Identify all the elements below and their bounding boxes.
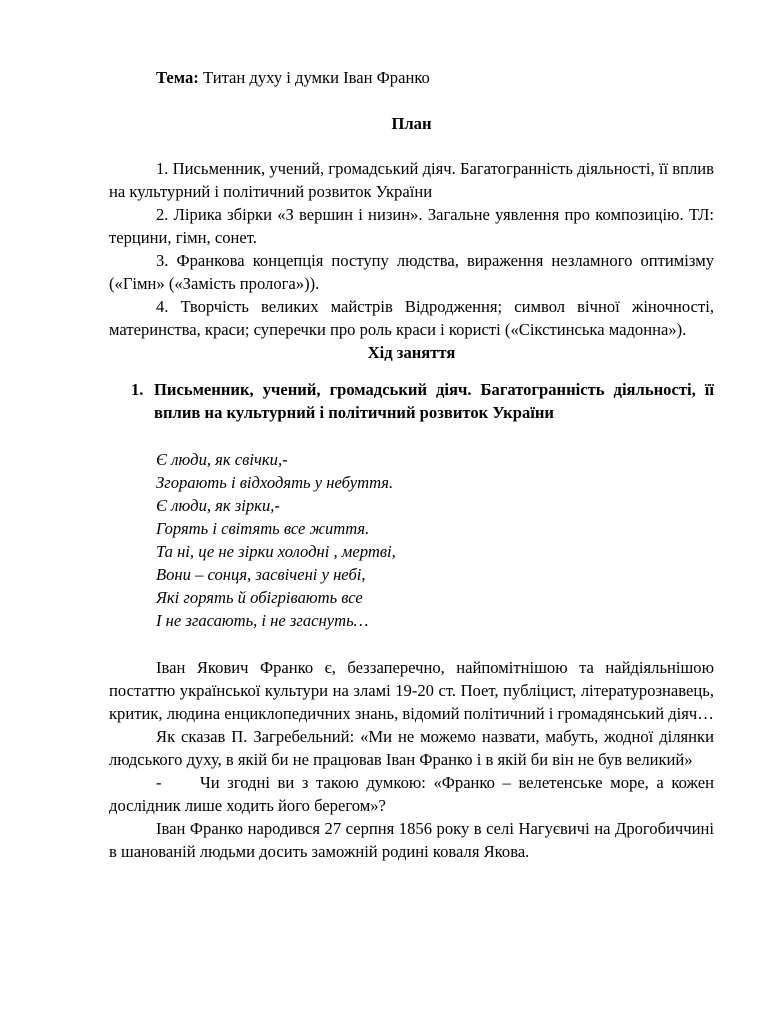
- topic-label: Тема:: [156, 68, 199, 87]
- section-title: Письменник, учений, громадський діяч. Багатогранність діяльності, її вплив на культурний і політичний розвиток України: [154, 380, 714, 422]
- poem-line: І не згасають, і не згаснуть…: [156, 611, 369, 630]
- dash-bullet: -: [156, 773, 162, 792]
- plan-item-3: 3. Франкова концепція поступу людства, вираження незламного оптимізму («Гімн» («Замість пролога»)).: [109, 251, 714, 293]
- poem-line: Вони – сонця, засвічені у небі,: [156, 565, 366, 584]
- poem-line: Та ні, це не зірки холодні , мертві,: [156, 542, 396, 561]
- plan-heading: План: [391, 114, 432, 133]
- plan-item-1: 1. Письменник, учений, громадський діяч. Багатогранність діяльності, її вплив на культурний і політичний розвиток України: [109, 159, 714, 201]
- plan-item-2: 2. Лірика збірки «З вершин і низин». Загальне уявлення про композицію. ТЛ: терцини, гімн, сонет.: [109, 205, 714, 247]
- plan-item-4: 4. Творчість великих майстрів Відродження; символ вічної жіночності, материнства, краси; суперечки про роль краси і користі («Сікстинська мадонна»).: [109, 297, 714, 339]
- lesson-heading: Хід заняття: [367, 343, 456, 362]
- section-heading-1: [109, 378, 714, 424]
- body-paragraph-2: Як сказав П. Загребельний: «Ми не можемо назвати, мабуть, жодної ділянки людського духу, в якій би не працював Іван Франко і в якій би він не був великий»: [109, 727, 714, 769]
- body-paragraph-1: Іван Якович Франко є, беззаперечно, найпомітнішою та найдіяльнішою постаттю української культури на зламі 19-20 ст. Поет, публіцист, літературознавець, критик, людина енциклопедичних знань, відомий політичний і громадянський діяч…: [109, 658, 714, 723]
- section-number: 1.: [131, 380, 144, 399]
- poem-line: Горять і світять все життя.: [156, 519, 370, 538]
- poem-line: Є люди, як свічки,-: [156, 450, 288, 469]
- body-paragraph-3: Іван Франко народився 27 серпня 1856 року в селі Нагуєвичі на Дрогобиччині в шанованій людьми досить заможній родині коваля Якова.: [109, 819, 714, 861]
- topic-line: [109, 66, 714, 89]
- poem-line: Згорають і відходять у небуття.: [156, 473, 394, 492]
- question-text: Чи згодні ви з такою думкою: «Франко – велетенське море, а кожен дослідник лише ходить його берегом»?: [109, 773, 714, 815]
- epigraph-poem: [109, 448, 714, 632]
- document-page: [109, 66, 714, 863]
- topic-text: Титан духу і думки Іван Франко: [198, 68, 430, 87]
- question-paragraph: [109, 771, 714, 817]
- poem-line: Є люди, як зірки,-: [156, 496, 280, 515]
- poem-line: Які горять й обігрівають все: [156, 588, 363, 607]
